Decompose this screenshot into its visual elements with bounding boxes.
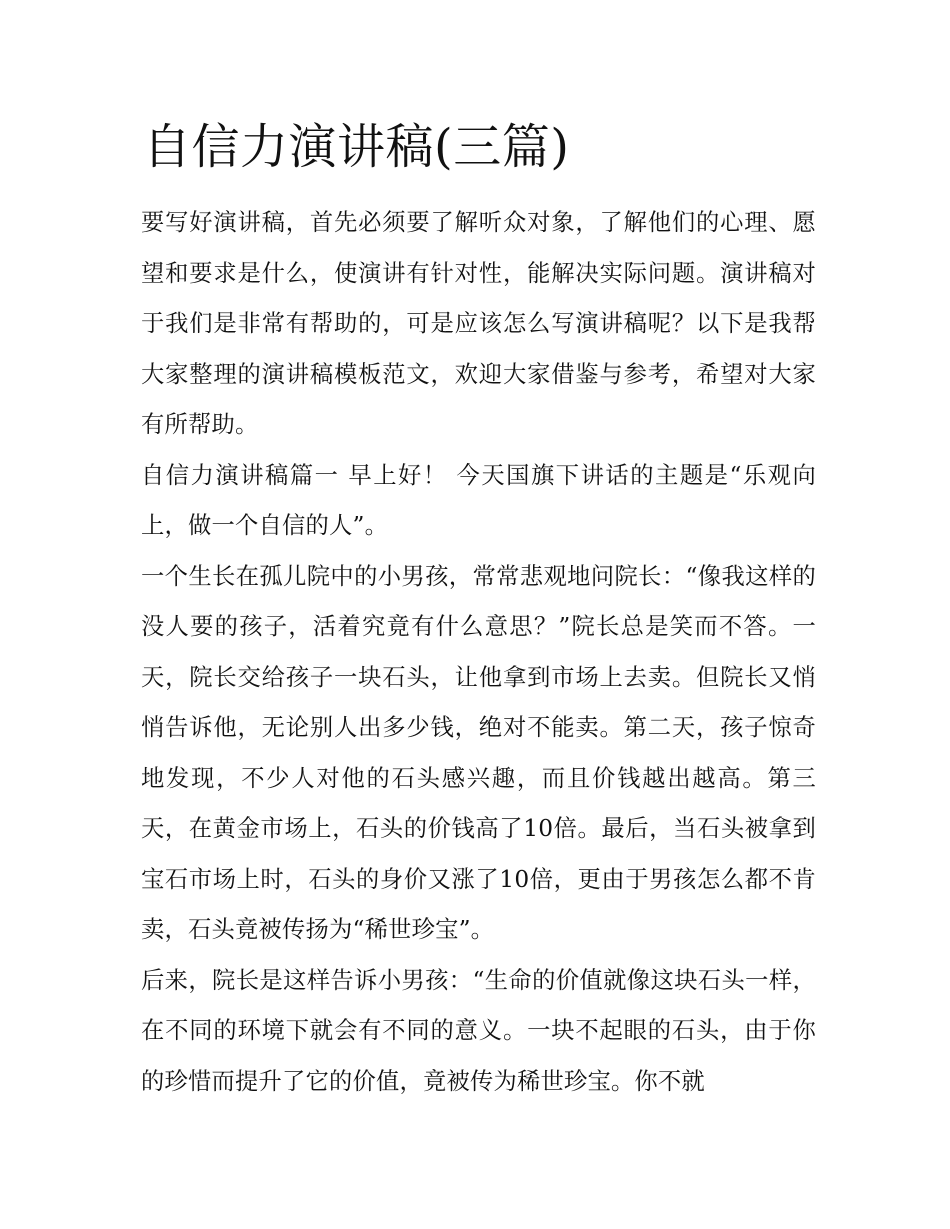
paragraph-speech-opening: 自信力演讲稿篇一 早上好！ 今天国旗下讲话的主题是“乐观向上，做一个自信的人”。 [141,461,816,539]
document-body [141,198,816,1107]
paragraph-director-lesson: 后来，院长是这样告诉小男孩：“生命的价值就像这块石头一样，在不同的环境下就会有不同的意义。一块不起眼的石头，由于你的珍惜而提升了它的价值，竟被传为稀世珍宝。你不就 [141,966,816,1095]
document-title: 自信力演讲稿(三篇) [143,119,570,175]
paragraph-intro: 要写好演讲稿，首先必须要了解听众对象，了解他们的心理、愿望和要求是什么，使演讲有针对性，能解决实际问题。演讲稿对于我们是非常有帮助的，可是应该怎么写演讲稿呢？以下是我帮大家整理的演讲稿模板范文，欢迎大家借鉴与参考，希望对大家有所帮助。 [141,209,816,438]
paragraph-orphan-story: 一个生长在孤儿院中的小男孩，常常悲观地问院长：“像我这样的没人要的孩子，活着究竟有什么意思？”院长总是笑而不答。一天，院长交给孩子一块石头，让他拿到市场上去卖。但院长又悄悄告诉他，无论别人出多少钱，绝对不能卖。第二天，孩子惊奇地发现，不少人对他的石头感兴趣，而且价钱越出越高。第三天，在黄金市场上，石头的价钱高了10倍。最后，当石头被拿到宝石市场上时，石头的身价又涨了10倍，更由于男孩怎么都不肯卖，石头竟被传扬为“稀世珍宝”。 [141,562,816,943]
